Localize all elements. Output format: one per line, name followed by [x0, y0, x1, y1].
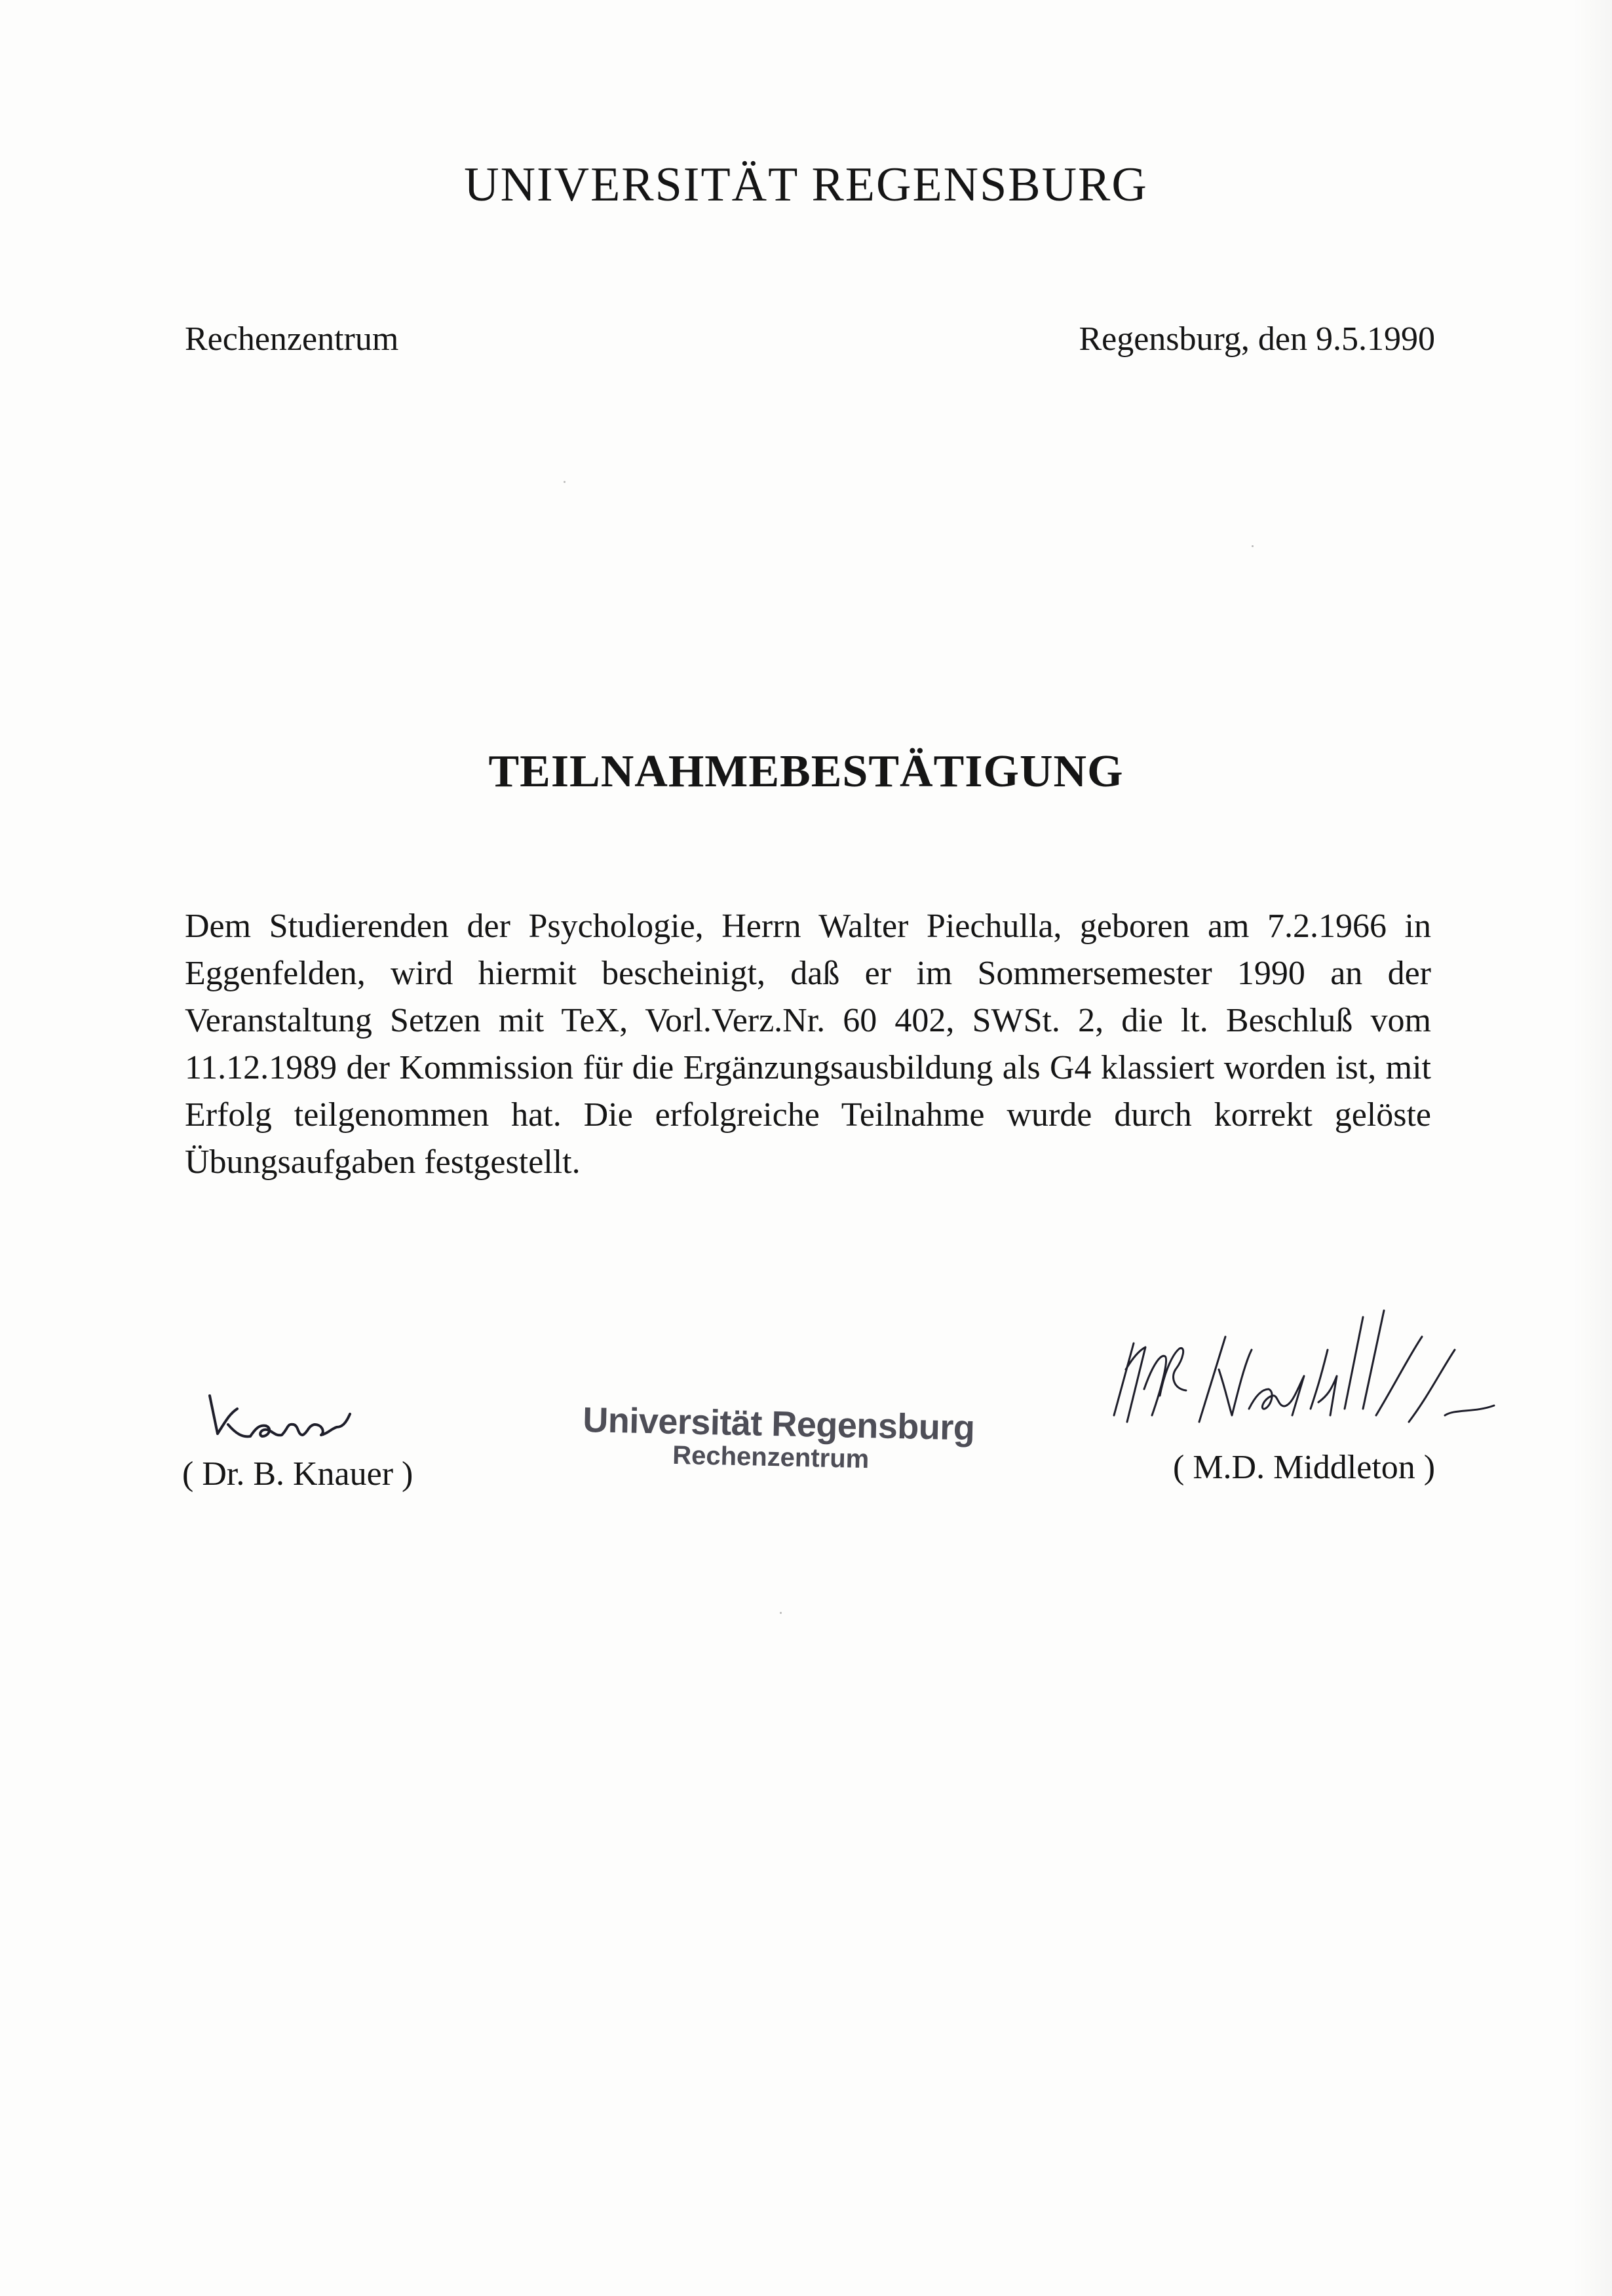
scan-speck — [780, 1612, 782, 1614]
document-title: TEILNAHMEBESTÄTIGUNG — [488, 746, 1124, 797]
department-label: Rechenzentrum — [185, 320, 399, 358]
signature-knauer — [190, 1383, 465, 1455]
certificate-body: Dem Studierenden der Psychologie, Herrn Walter Piechulla, geboren am 7.2.1966 in Eggenfelden, wird hiermit bescheinigt, daß er im Sommersemester 1990 an der Veranstaltung Setzen mit TeX, Vorl.Verz.Nr. 60 402, SWSt. 2, die lt. Beschluß vom 11.12.1989 der Kommission für die Ergänzungsausbildung als G4 klassiert worden ist, mit Erfolg teilgenommen hat. Die erfolgreiche Teilnahme wurde durch korrekt gelöste Übungsaufgaben festgestellt. — [185, 908, 1431, 1181]
signatory-name-left: ( Dr. B. Knauer ) — [182, 1455, 413, 1493]
institution-title: UNIVERSITÄT REGENSBURG — [464, 158, 1148, 212]
institution-stamp — [582, 1400, 989, 1477]
scan-speck — [1252, 545, 1254, 547]
stamp-line-university: Universität Regensburg — [582, 1400, 975, 1448]
scan-speck — [564, 481, 566, 483]
place-date: Regensburg, den 9.5.1990 — [1079, 320, 1435, 358]
scan-edge-shadow — [1573, 0, 1612, 2296]
stamp-line-department: Rechenzentrum — [672, 1440, 870, 1474]
signature-middleton — [1088, 1291, 1560, 1442]
signatory-name-right: ( M.D. Middleton ) — [1173, 1449, 1436, 1486]
